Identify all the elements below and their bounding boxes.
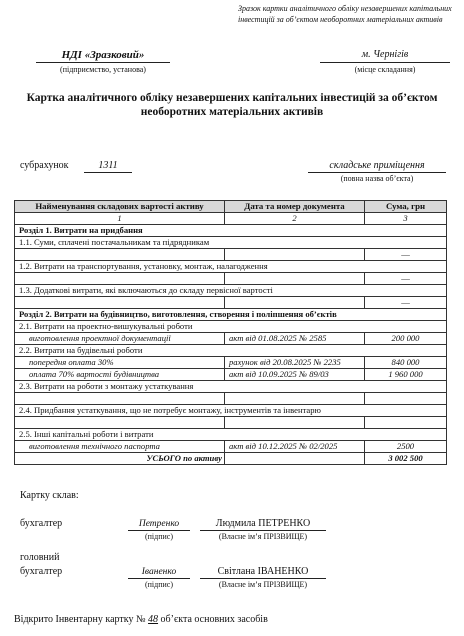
place-of-issue: м. Чернігів — [320, 48, 450, 63]
table-row — [15, 333, 447, 345]
table-header — [15, 201, 447, 213]
table-row — [15, 453, 447, 465]
cell-document: рахунок від 20.08.2025 № 2235 — [225, 357, 365, 369]
place-caption: (місце складання) — [354, 65, 416, 74]
signer-full-name: Людмила ПЕТРЕНКО — [200, 518, 326, 531]
table-row — [15, 321, 447, 333]
header-cell: Дата та номер документа — [225, 201, 365, 213]
cell-document: акт від 10.09.2025 № 89/03 — [225, 369, 365, 381]
table-row — [15, 297, 447, 309]
footer-text-before: Відкрито Інвентарну картку № — [14, 614, 146, 625]
signer-signature: Іваненко — [128, 566, 190, 579]
table-row — [15, 429, 447, 441]
table-row — [15, 357, 447, 369]
cell-description — [15, 417, 225, 429]
cell-document — [225, 297, 365, 309]
table-row — [15, 441, 447, 453]
table-row — [15, 309, 447, 321]
cell-description — [15, 297, 225, 309]
name-caption: (Власне ім’я ПРІЗВИЩЕ) — [218, 532, 308, 541]
cell-amount — [365, 417, 447, 429]
subaccount-label: субрахунок — [20, 160, 69, 171]
cell-description: оплата 70% вартості будівництва — [15, 369, 225, 381]
cell-description — [15, 393, 225, 405]
cost-item-heading: 2.4. Придбання устаткування, що не потребує монтажу, інструментів та інвентарю — [15, 405, 447, 417]
compiled-by-label: Картку склав: — [20, 490, 79, 501]
footer-text-after: об’єкта основних засобів — [160, 614, 268, 625]
cell-document: акт від 01.08.2025 № 2585 — [225, 333, 365, 345]
cell-description — [15, 273, 225, 285]
column-number: 2 — [225, 213, 365, 225]
cost-item-heading: 2.2. Витрати на будівельні роботи — [15, 345, 447, 357]
cost-item-heading: 1.2. Витрати на транспортування, установку, монтаж, налагодження — [15, 261, 447, 273]
organization-caption: (підприємство, установа) — [60, 65, 146, 74]
table-row — [15, 369, 447, 381]
cell-amount: 840 000 — [365, 357, 447, 369]
object-caption: (повна назва об’єкта) — [340, 174, 414, 183]
cell-description: виготовлення проектної документації — [15, 333, 225, 345]
cell-amount — [365, 393, 447, 405]
column-number: 3 — [365, 213, 447, 225]
table-row — [15, 249, 447, 261]
signer-role: головний — [20, 552, 60, 563]
section-heading: Розділ 1. Витрати на придбання — [15, 225, 447, 237]
cell-amount: 2500 — [365, 441, 447, 453]
cell-amount: 3 002 500 — [365, 453, 447, 465]
table-row — [15, 261, 447, 273]
table-row — [15, 417, 447, 429]
table-row — [15, 225, 447, 237]
cell-description — [15, 249, 225, 261]
cost-item-heading: 2.1. Витрати на проектно-вишукувальні роботи — [15, 321, 447, 333]
document-title: Картка аналітичного обліку незавершених капітальних інвестицій за об’єктом необоротних матеріальних активів — [26, 92, 438, 118]
header-cell: Найменування складових вартості активу — [15, 201, 225, 213]
organization-name: НДІ «Зразковий» — [36, 48, 170, 63]
cell-document: акт від 10.12.2025 № 02/2025 — [225, 441, 365, 453]
object-name: складське приміщення — [308, 160, 446, 173]
table-row — [15, 345, 447, 357]
table-row — [15, 381, 447, 393]
subaccount-value: 1311 — [84, 160, 132, 173]
cell-amount: — — [365, 297, 447, 309]
signature-caption: (підпис) — [144, 532, 173, 541]
cost-item-heading: 2.5. Інші капітальні роботи і витрати — [15, 429, 447, 441]
cell-document — [225, 393, 365, 405]
cell-document — [225, 273, 365, 285]
cell-document — [225, 249, 365, 261]
table-row — [15, 285, 447, 297]
cost-table — [14, 200, 447, 465]
table-row — [15, 393, 447, 405]
table-column-numbers — [15, 213, 447, 225]
header-cell: Сума, грн — [365, 201, 447, 213]
signer-full-name: Світлана ІВАНЕНКО — [200, 566, 326, 579]
table-row — [15, 237, 447, 249]
table-row — [15, 405, 447, 417]
inventory-card-note — [14, 614, 268, 625]
section-heading: Розділ 2. Витрати на будівництво, виготовлення, створення і поліпшення об’єктів — [15, 309, 447, 321]
cell-amount: — — [365, 249, 447, 261]
cell-amount: 200 000 — [365, 333, 447, 345]
inventory-card-number: 48 — [148, 614, 159, 625]
cost-item-heading: 1.1. Суми, сплачені постачальникам та підрядникам — [15, 237, 447, 249]
form-template-note: Зразок картки аналітичного обліку незавершених капітальних інвестицій за об’єктом необоротних матеріальних активів — [238, 4, 452, 24]
cell-description: УСЬОГО по активу — [15, 453, 225, 465]
signature-caption: (підпис) — [144, 580, 173, 589]
cell-description: попередня оплата 30% — [15, 357, 225, 369]
table-row — [15, 273, 447, 285]
cost-item-heading: 1.3. Додаткові витрати, які включаються до складу первісної вартості — [15, 285, 447, 297]
cell-amount: 1 960 000 — [365, 369, 447, 381]
signer-signature: Петренко — [128, 518, 190, 531]
cell-document — [225, 453, 365, 465]
signer-role: бухгалтер — [20, 518, 63, 529]
cell-amount: — — [365, 273, 447, 285]
name-caption: (Власне ім’я ПРІЗВИЩЕ) — [218, 580, 308, 589]
signer-role-line2: бухгалтер — [20, 566, 63, 577]
column-number: 1 — [15, 213, 225, 225]
cell-document — [225, 417, 365, 429]
cell-description: виготовлення технічного паспорта — [15, 441, 225, 453]
cost-item-heading: 2.3. Витрати на роботи з монтажу устаткування — [15, 381, 447, 393]
